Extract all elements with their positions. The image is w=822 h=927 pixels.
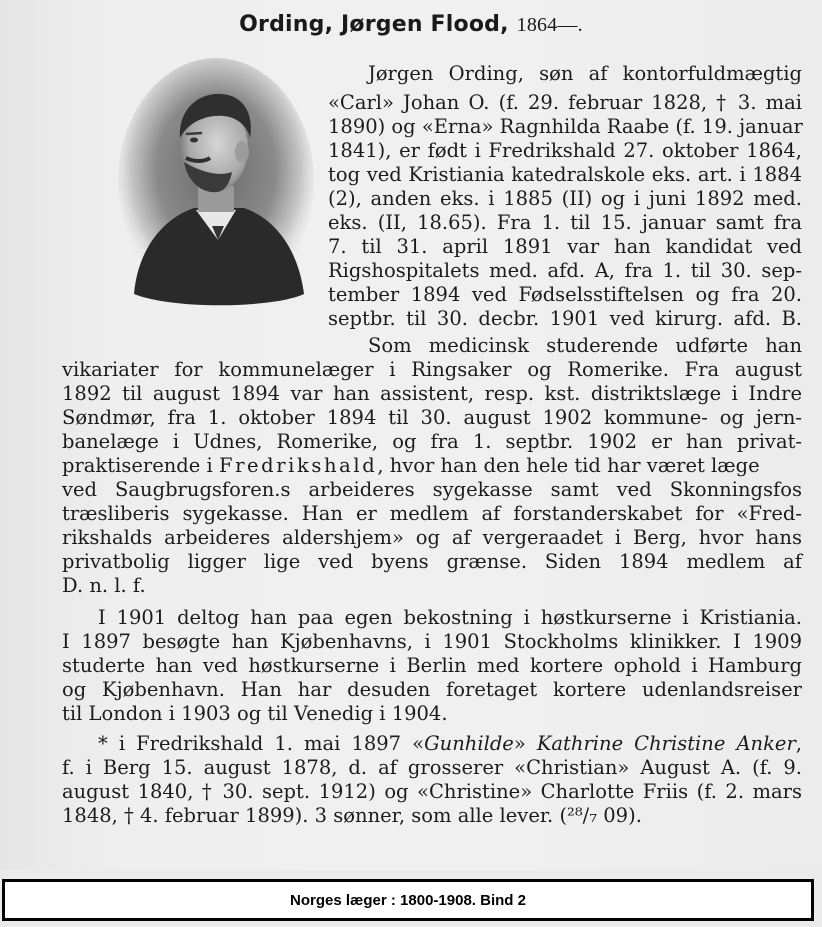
text-line: Rigshospitalets med. afd. A, fra 1. til 30. sep-	[328, 259, 802, 282]
text-line	[62, 454, 802, 478]
text-line: f. i Berg 15. august 1878, d. af grosserer «Christian» August A. (f. 9.	[62, 756, 802, 779]
footer-caption-text: Norges læger : 1800-1908. Bind 2	[290, 891, 526, 909]
text-line: august 1840, † 30. sept. 1912) og «Christine» Charlotte Friis (f. 2. mars	[62, 780, 802, 803]
text-line: vikariater for kommunelæger i Ringsaker og Romerike. Fra august	[62, 358, 802, 381]
portrait-photo	[114, 58, 318, 310]
italic-name: Kathrine Christine Anker	[536, 732, 796, 755]
text-segment: * i Fredrikshald 1. mai 1897 «	[98, 732, 425, 755]
entry-years: 1864—.	[516, 14, 583, 36]
footer-caption	[2, 879, 814, 921]
text-line: privatbolig ligger lige ved byens grænse. Siden 1894 medlem af	[62, 550, 802, 573]
text-line: 1890) og «Erna» Ragnhilda Raabe (f. 19. januar	[328, 115, 803, 138]
text-segment: ,	[795, 732, 802, 755]
text-segment: praktiserende i	[62, 454, 219, 477]
text-line: og Kjøbenhavn. Han har desuden foretaget kortere udenlandsreiser	[62, 678, 802, 701]
text-line: træsliberis sygekasse. Han er medlem af forstanderskabet for «Fred-	[62, 502, 802, 525]
text-line: D. n. l. f.	[62, 574, 146, 597]
entry-heading	[0, 12, 822, 37]
text-line: 1848, † 4. februar 1899). 3 sønner, som alle lever. (²⁸/₇ 09).	[62, 804, 642, 827]
text-line: Som medicinsk studerende udførte han	[368, 334, 802, 357]
text-line: Søndmør, fra 1. oktober 1894 til 30. august 1902 kommune- og jern-	[62, 406, 802, 429]
italic-name: Gunhilde	[424, 732, 514, 755]
text-line: septbr. til 30. decbr. 1901 ved kirurg. afd. B.	[328, 307, 802, 330]
text-line: I 1897 besøgte han Kjøbenhavns, i 1901 Stockholms klinikker. I 1909	[62, 630, 802, 653]
text-line: I 1901 deltog han paa egen bekostning i høstkurserne i Kristiania.	[98, 606, 802, 629]
text-line: «Carl» Johan O. (f. 29. februar 1828, † 3. mai	[328, 91, 802, 114]
text-segment: , hvor han den hele tid har været læge	[377, 454, 760, 477]
text-line: tog ved Kristiania katedralskole eks. art. i 1884	[328, 163, 802, 186]
text-line: 1841), er født i Fredrikshald 27. oktober 1864,	[328, 139, 802, 162]
text-segment: »	[513, 732, 537, 755]
text-line: 1892 til august 1894 var han assistent, resp. kst. distriktslæge i Indre	[62, 382, 802, 405]
text-line: eks. (II, 18.65). Fra 1. til 15. januar samt fra	[328, 211, 802, 234]
text-line: tember 1894 ved Fødselsstiftelsen og fra 20.	[328, 283, 802, 306]
text-line: 7. til 31. april 1891 var han kandidat ved	[328, 235, 802, 258]
text-line: Jørgen Ording, søn af kontorfuldmægtig	[368, 62, 802, 85]
text-line	[98, 732, 802, 756]
text-line: banelæge i Udnes, Romerike, og fra 1. septbr. 1902 er han privat-	[62, 430, 802, 453]
text-line: ved Saugbrugsforen.s arbeideres sygekasse samt ved Skonningsfos	[62, 478, 802, 501]
text-line: studerte han ved høstkurserne i Berlin med kortere ophold i Hamburg	[62, 654, 802, 677]
text-line: (2), anden eks. i 1885 (II) og i juni 1892 med.	[328, 187, 802, 210]
entry-name: Ording, Jørgen Flood,	[239, 12, 509, 37]
place-name: Fredrikshald	[218, 454, 378, 477]
portrait-photo-icon	[114, 58, 318, 310]
text-line: rikshalds arbeideres aldershjem» og af vergeraadet i Berg, hvor hans	[62, 526, 802, 549]
text-line: til London i 1903 og til Venedig i 1904.	[62, 702, 448, 725]
